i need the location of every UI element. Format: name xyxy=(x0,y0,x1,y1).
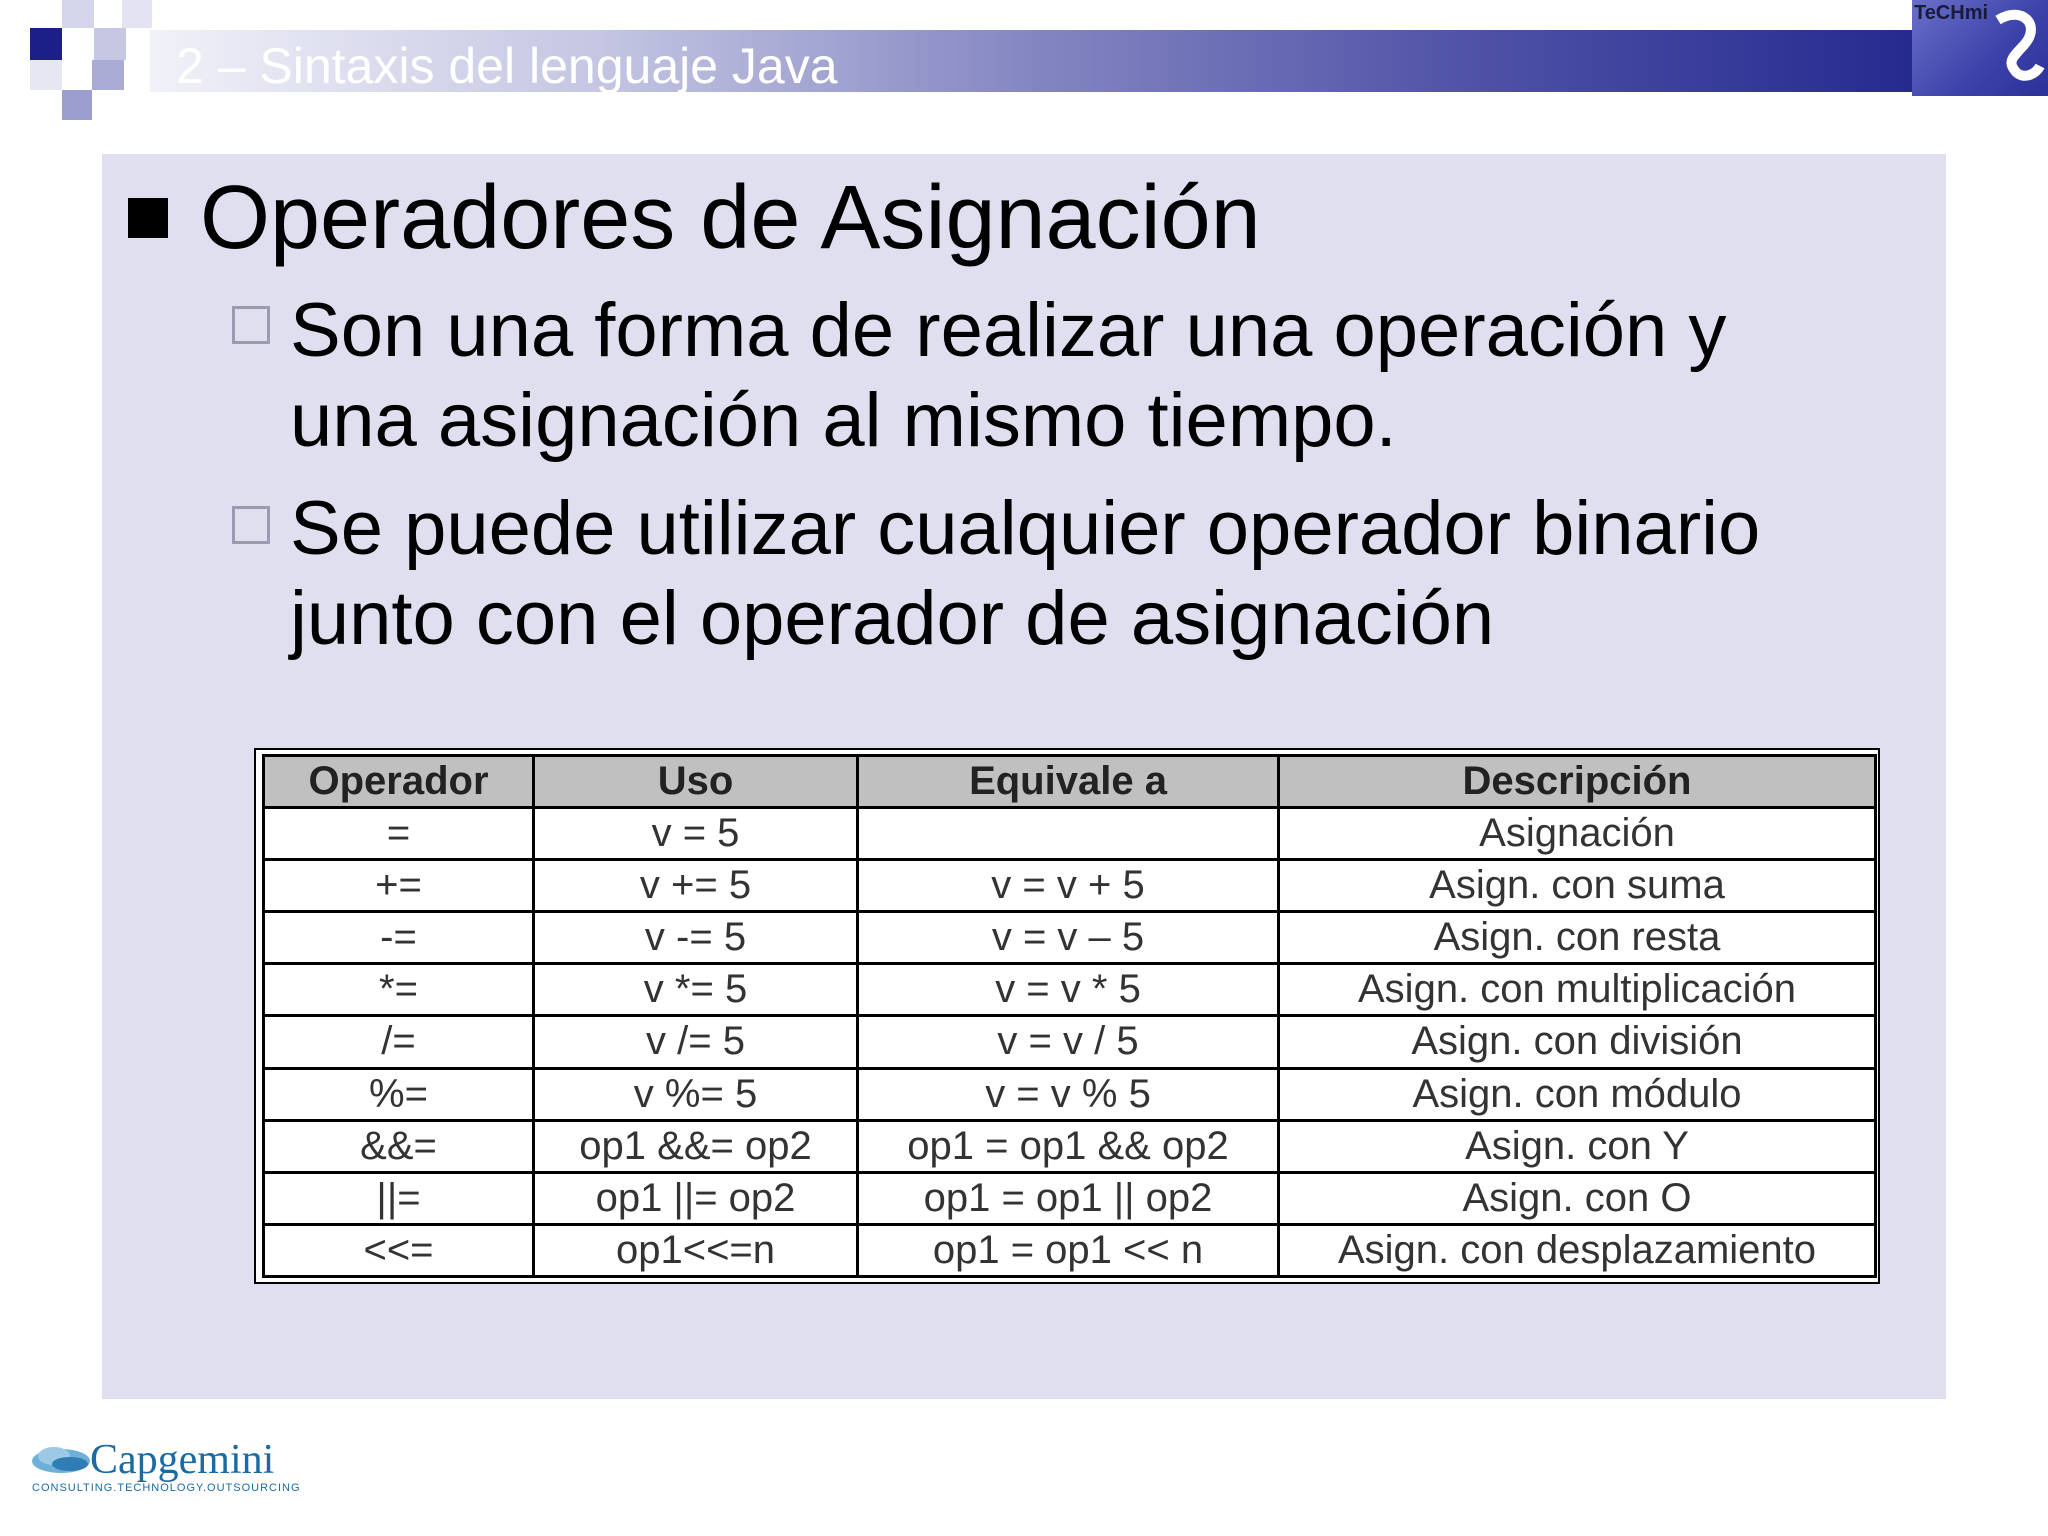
cell-operador: ||= xyxy=(264,1172,534,1224)
table-row xyxy=(264,860,1876,912)
cell-equivale: v = v – 5 xyxy=(858,912,1279,964)
decor-square-3 xyxy=(94,28,126,60)
bullet-2-line-2: junto con el operador de asignación xyxy=(290,576,1495,661)
cell-descripcion: Asign. con suma xyxy=(1279,860,1876,912)
table-row xyxy=(264,1016,1876,1068)
table-row xyxy=(264,1068,1876,1120)
cell-descripcion: Asign. con desplazamiento xyxy=(1279,1224,1876,1276)
table-row xyxy=(264,1172,1876,1224)
table-row xyxy=(264,1120,1876,1172)
column-header-equivale: Equivale a xyxy=(858,756,1279,808)
table-row xyxy=(264,808,1876,860)
cell-operador: += xyxy=(264,860,534,912)
cell-equivale: op1 = op1 << n xyxy=(858,1224,1279,1276)
cell-uso: v -= 5 xyxy=(534,912,858,964)
table-row xyxy=(264,1224,1876,1276)
cell-uso: v *= 5 xyxy=(534,964,858,1016)
cell-operador: = xyxy=(264,808,534,860)
decor-square-1 xyxy=(30,28,62,60)
square-bullet-icon xyxy=(128,198,168,238)
footer-tagline: CONSULTING.TECHNOLOGY.OUTSOURCING xyxy=(32,1482,301,1494)
cell-descripcion: Asign. con multiplicación xyxy=(1279,964,1876,1016)
cell-operador: /= xyxy=(264,1016,534,1068)
column-header-uso: Uso xyxy=(534,756,858,808)
cell-equivale: v = v + 5 xyxy=(858,860,1279,912)
decor-square-6 xyxy=(62,90,92,120)
hollow-square-bullet-icon xyxy=(232,506,270,544)
column-header-operador: Operador xyxy=(264,756,534,808)
cell-descripcion: Asign. con resta xyxy=(1279,912,1876,964)
cell-uso: v %= 5 xyxy=(534,1068,858,1120)
cell-descripcion: Asign. con Y xyxy=(1279,1120,1876,1172)
cell-uso: v = 5 xyxy=(534,808,858,860)
cell-descripcion: Asign. con O xyxy=(1279,1172,1876,1224)
table-header-row xyxy=(264,756,1876,808)
table-row xyxy=(264,912,1876,964)
cell-equivale: v = v * 5 xyxy=(858,964,1279,1016)
cell-uso: op1<<=n xyxy=(534,1224,858,1276)
cell-operador: *= xyxy=(264,964,534,1016)
bullet-1-line-1: Son una forma de realizar una operación y xyxy=(290,288,1727,373)
cell-operador: -= xyxy=(264,912,534,964)
cell-uso: op1 ||= op2 xyxy=(534,1172,858,1224)
capgemini-cloud-icon xyxy=(30,1444,92,1474)
cell-uso: v /= 5 xyxy=(534,1016,858,1068)
bullet-2-line-1: Se puede utilizar cualquier operador binario xyxy=(290,486,1761,571)
decor-square-5 xyxy=(92,60,124,90)
bullet-1-line-2: una asignación al mismo tiempo. xyxy=(290,378,1397,463)
cell-uso: op1 &&= op2 xyxy=(534,1120,858,1172)
header-title: 2 – Sintaxis del lenguaje Java xyxy=(176,38,838,94)
cell-descripcion: Asign. con división xyxy=(1279,1016,1876,1068)
cell-equivale: op1 = op1 || op2 xyxy=(858,1172,1279,1224)
cell-descripcion: Asignación xyxy=(1279,808,1876,860)
decor-square-2 xyxy=(62,0,94,28)
footer-brand: Capgemini xyxy=(90,1437,275,1483)
operators-table xyxy=(262,754,1877,1278)
column-header-descripcion: Descripción xyxy=(1279,756,1876,808)
cell-operador: <<= xyxy=(264,1224,534,1276)
decor-square-4 xyxy=(122,0,152,28)
hollow-square-bullet-icon xyxy=(232,306,270,344)
cell-operador: %= xyxy=(264,1068,534,1120)
table-row xyxy=(264,964,1876,1016)
cell-equivale: v = v % 5 xyxy=(858,1068,1279,1120)
cell-operador: &&= xyxy=(264,1120,534,1172)
cell-equivale xyxy=(858,808,1279,860)
decor-square-7 xyxy=(30,60,62,90)
slide-heading: Operadores de Asignación xyxy=(200,168,1261,268)
cell-equivale: op1 = op1 && op2 xyxy=(858,1120,1279,1172)
cell-descripcion: Asign. con módulo xyxy=(1279,1068,1876,1120)
techmi-logo-text: TeCHmi xyxy=(1914,2,1989,24)
cell-equivale: v = v / 5 xyxy=(858,1016,1279,1068)
cell-uso: v += 5 xyxy=(534,860,858,912)
